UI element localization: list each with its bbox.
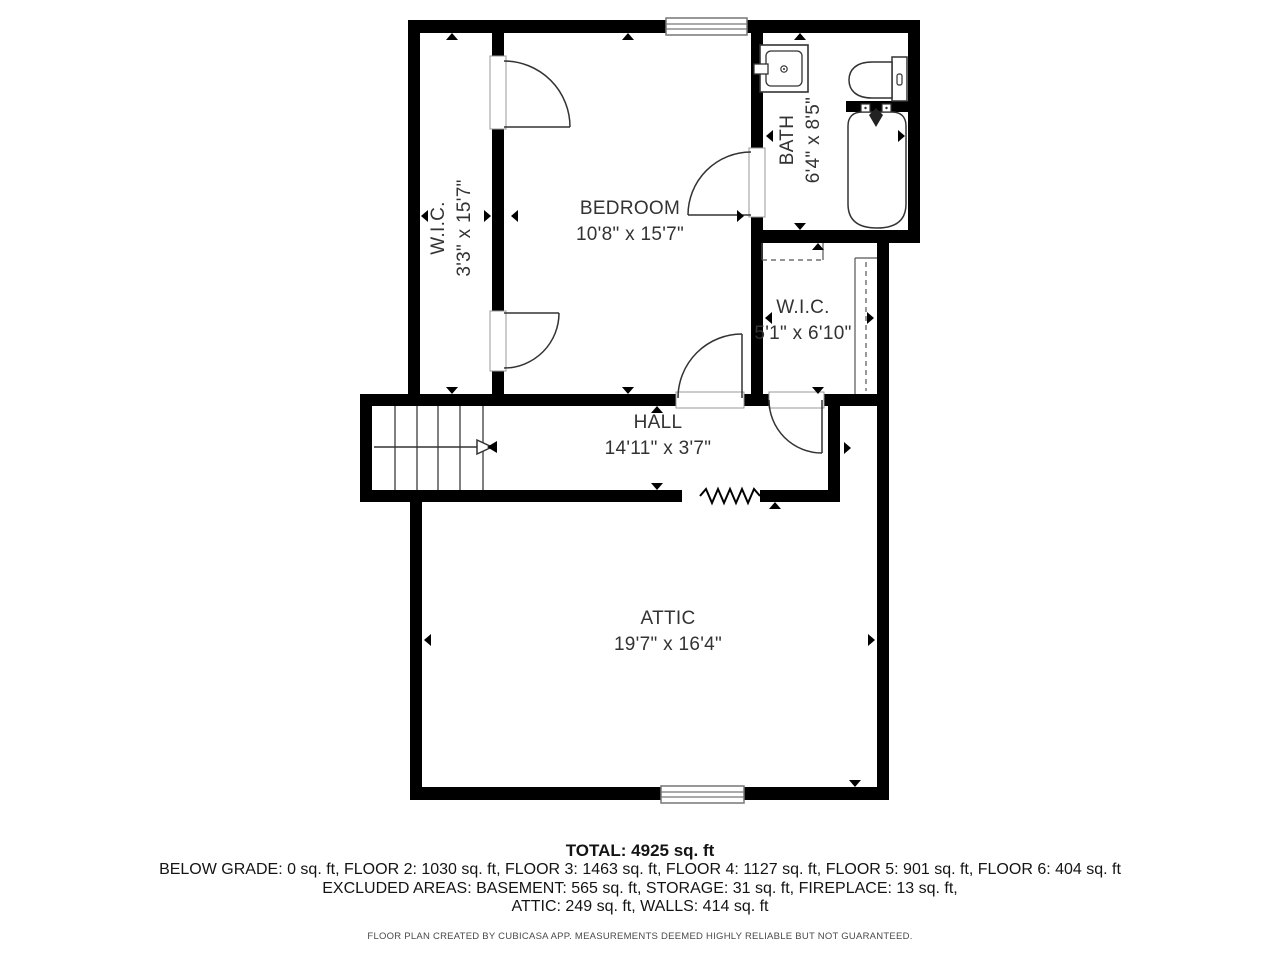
room-dims: 5'1" x 6'10"	[754, 323, 852, 344]
room-dims: 3'3" x 15'7"	[454, 179, 475, 277]
door-wic-right-icon	[769, 392, 824, 453]
stairs-icon	[374, 406, 497, 490]
room-name: BEDROOM	[579, 198, 681, 219]
wardrobe-icon	[855, 258, 877, 394]
stair-opening-zigzag	[700, 489, 760, 503]
area-summary	[0, 841, 1280, 917]
room-label-bath	[775, 97, 827, 183]
room-dims: 14'11" x 3'7"	[604, 438, 712, 459]
room-name: BATH	[777, 114, 798, 166]
door-bath-icon	[688, 148, 765, 217]
room-name: ATTIC	[640, 608, 696, 629]
room-label-wic-left	[426, 179, 478, 276]
door-wic-left-top-icon	[490, 56, 570, 129]
floor-areas: BELOW GRADE: 0 sq. ft, FLOOR 2: 1030 sq. ft, FLOOR 3: 1463 sq. ft, FLOOR 4: 1127 sq. ft, FLOOR 5: 901 sq. ft, FLOOR 6: 404 sq. ft	[159, 861, 1121, 878]
door-wic-left-bottom-icon	[490, 311, 559, 371]
toilet-icon	[849, 57, 907, 101]
room-name: HALL	[633, 412, 683, 433]
window-top-icon	[666, 18, 747, 35]
door-hall-bedroom-icon	[676, 334, 744, 408]
closet-shelf-dashed	[762, 243, 823, 260]
room-label-wic-right	[754, 295, 851, 347]
room-dims: 10'8" x 15'7"	[575, 224, 685, 245]
room-label-hall	[605, 410, 712, 462]
room-name: W.I.C.	[776, 297, 830, 318]
window-attic-icon	[661, 786, 744, 803]
excluded-areas-line1: EXCLUDED AREAS: BASEMENT: 565 sq. ft, STORAGE: 31 sq. ft, FIREPLACE: 13 sq. ft,	[322, 879, 958, 897]
room-dims: 19'7" x 16'4"	[613, 634, 723, 655]
excluded-areas-line2: ATTIC: 249 sq. ft, WALLS: 414 sq. ft	[511, 898, 769, 915]
sink-icon	[754, 45, 808, 92]
room-label-attic	[614, 606, 722, 658]
room-name: W.I.C.	[428, 201, 449, 255]
total-area: TOTAL: 4925 sq. ft	[565, 841, 715, 860]
room-label-bedroom	[576, 196, 684, 248]
credit-line: FLOOR PLAN CREATED BY CUBICASA APP. MEASUREMENTS DEEMED HIGHLY RELIABLE BUT NOT GUARANTEED.	[367, 931, 913, 942]
bathtub-icon	[848, 104, 906, 228]
room-dims: 6'4" x 8'5"	[803, 96, 824, 184]
